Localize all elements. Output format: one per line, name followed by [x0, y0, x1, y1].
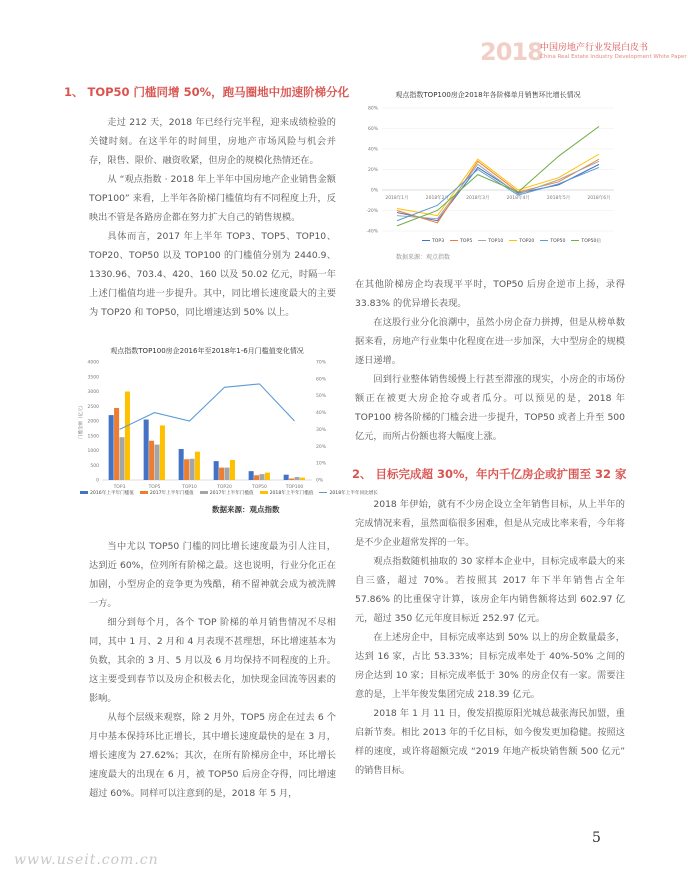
header-title-en: China Real Estate Industry Development White Paper — [540, 54, 687, 60]
legend-swatch — [200, 491, 208, 494]
y-tick-label: 20% — [367, 168, 378, 173]
bar — [265, 473, 270, 480]
paragraph: 当中尤以 TOP50 门槛的同比增长速度最为引人注目，达到近 60%，位列所有阶梯之最。这也说明，行业分化正在加剧，小型房企的竞争更为残酷，稍不留神就会成为被洗牌一方。 — [89, 541, 336, 609]
x-tick-label: 2018年6月 — [587, 196, 611, 201]
paragraph: 在其他阶梯房企均表现平平时，TOP50 后房企逆市上扬，录得 33.83% 的优异增长表现。 — [355, 279, 625, 309]
y-tick-label: 1500 — [87, 434, 99, 440]
x-tick-label: TOP10 — [182, 485, 197, 490]
series-line — [397, 154, 599, 216]
bar — [284, 475, 289, 480]
right-column-bottom — [355, 495, 625, 780]
x-tick-label: TOP5 — [148, 485, 161, 490]
legend-swatch — [80, 491, 88, 494]
right-column-top — [355, 275, 625, 446]
paragraph: 从每个层级来观察，除 2 月外，TOP5 房企在过去 6 个月中基本保持环比正增长，其中增长速度最快的是在 3 月，增长速度为 27.62%；其次，在所有阶梯房企中，环比增长速度最大的出现在 6 月，被 TOP50 后房企夺得，同比增速超过 60%。同样可以注意到的是，2018 年 5 月， — [89, 712, 336, 799]
bar — [125, 392, 130, 481]
legend-item: TOP20 — [509, 239, 534, 244]
legend-swatch — [571, 240, 579, 241]
legend-item: 2018年上半年同比增长 — [319, 490, 377, 496]
paragraph: 2018 年 1 月 11 日，俊发招揽原阳光城总裁张海民加盟，重启新节奏。相比 2013 年的千亿目标，如今俊发更加稳健。按照这样的速度，或许将超额完成 “2019 年地产板块销售额 500 亿元” 的销售目标。 — [355, 708, 625, 776]
bar — [254, 475, 259, 480]
bar-chart-source: 数据来源：观点指数 — [212, 505, 280, 514]
bar — [155, 445, 160, 480]
legend-swatch — [422, 240, 430, 241]
page-header — [480, 38, 687, 66]
x-tick-label: 2018年5月 — [546, 196, 571, 201]
y-tick-label: -20% — [366, 209, 378, 214]
bar — [289, 479, 294, 480]
y2-tick-label: 30% — [316, 427, 327, 433]
y2-tick-label: 10% — [316, 461, 327, 467]
paragraph: 在上述房企中，目标完成率达到 50% 以上的房企数量最多，达到 16 家，占比 53.33%；目标完成率处于 40%-50% 之间的房企达到 10 家；目标完成率低于 30% 的房企仅有一家。需要注意的是，上半年俊发集团完成 218.39 亿元。 — [355, 632, 625, 700]
y-tick-label: 40% — [367, 147, 378, 153]
y-tick-label: 4000 — [87, 360, 99, 366]
legend-swatch — [319, 492, 327, 493]
legend-swatch — [478, 240, 486, 241]
bar — [149, 441, 154, 480]
left-column-bottom — [89, 537, 336, 803]
legend-item: 2017年上半年门槛值 — [140, 490, 194, 496]
bar — [230, 460, 235, 480]
bar — [109, 415, 114, 480]
y-tick-label: 80% — [367, 106, 378, 112]
legend-item: TOP5 — [450, 239, 472, 244]
legend-item: TOP50后 — [571, 238, 601, 244]
legend-item: TOP3 — [422, 239, 444, 244]
y-tick-label: 3500 — [87, 375, 99, 381]
x-tick-label: 2018年4月 — [506, 196, 530, 201]
page-number: 5 — [592, 830, 601, 846]
line-chart-figure — [352, 82, 624, 262]
legend-swatch — [450, 240, 458, 241]
bar — [144, 420, 149, 480]
bar — [114, 408, 119, 480]
y2-tick-label: 70% — [316, 360, 327, 366]
legend-swatch — [540, 240, 548, 241]
paragraph: 2018 年伊始，就有不少房企设立全年销售目标，从上半年的完成情况来看，虽然面临很多困难，但是从完成比率来看，今年将是不少企业超常发挥的一年。 — [355, 499, 625, 548]
bar-chart-svg — [72, 352, 342, 502]
x-tick-label: TOP20 — [217, 485, 232, 490]
paragraph: 具体而言，2017 年上半年 TOP3、TOP5、TOP10、TOP20、TOP50 以及 TOP100 的门槛值分别为 2440.9、1330.96、703.4、420、160 以及 50.02 亿元，时隔一年上述门槛值均进一步提升。其中，同比增长速度最大的主要为 TOP20 和 TOP50，同比增速达到 50% 以上。 — [89, 231, 336, 318]
bar — [214, 461, 219, 480]
x-tick-label: TOP3 — [113, 485, 126, 490]
paragraph: 回到行业整体销售缓慢上行甚至滞涨的现实，小房企的市场份额正在被更大房企抢夺或者瓜分。可以预见的是，2018 年 TOP100 榜各阶梯的门槛会进一步提升，TOP50 或者上升至 500 亿元，而所占份额也将大幅度上涨。 — [355, 374, 625, 442]
paragraph: 细分到每个月，各个 TOP 阶梯的单月销售情况不尽相同，其中 1 月、2 月和 4 月表现不甚理想，环比增速基本为负数，其余的 3 月、5 月以及 6 月均保持不同程度的上升。这主要受到春节以及房企积极去化，加快现金回流等因素的影响。 — [89, 617, 336, 704]
series-line — [397, 159, 599, 223]
x-tick-label: TOP50 — [252, 485, 267, 490]
legend-swatch — [260, 491, 268, 494]
y-tick-label: -40% — [366, 229, 378, 235]
line-chart-title: 观点指数TOP100房企2018年各阶梯单月销售环比增长情况 — [395, 91, 581, 99]
y-tick-label: 0% — [370, 188, 378, 194]
paragraph: 走过 212 天，2018 年已经行完半程，迎来成绩检验的关键时刻。在这半年的时间里，房地产市场风险与机会并存，限售、限价、融资收紧，但房企的规模化热情还在。 — [89, 117, 336, 166]
legend-item: 2016年上半年门槛值 — [80, 490, 134, 496]
y2-tick-label: 50% — [316, 394, 327, 400]
x-tick-label: 2018年3月 — [466, 196, 490, 201]
legend-item: TOP50 — [540, 239, 565, 244]
y2-tick-label: 20% — [316, 444, 327, 450]
bar — [190, 459, 195, 480]
bar — [195, 452, 200, 480]
bar-chart-figure — [72, 340, 378, 520]
bar — [249, 471, 254, 480]
bar — [295, 477, 300, 480]
y-tick-label: 1000 — [87, 449, 99, 454]
y-tick-label: 0 — [96, 478, 99, 484]
bar — [160, 425, 165, 480]
legend-swatch — [509, 240, 517, 241]
y-tick-label: 500 — [90, 463, 99, 469]
bar — [120, 437, 125, 480]
x-tick-label: 2018年2月 — [425, 196, 450, 201]
line-chart-svg — [352, 96, 624, 246]
watermark: www.useit.com.cn — [14, 852, 159, 868]
y2-tick-label: 40% — [316, 411, 327, 417]
header-title-cn: 中国房地产行业发展白皮书 — [540, 43, 649, 53]
section2-heading: 2、 目标完成超 30%，年内千亿房企或扩围至 32 家 — [352, 467, 627, 481]
bar — [184, 459, 189, 480]
paragraph: 从 “观点指数 · 2018 年上半年中国房地产企业销售金额 TOP100” 来看，上半年各阶梯门槛值均有不同程度上升，反映出不管是各路房企都在努力扩大自己的销售规模。 — [89, 174, 336, 223]
paragraph: 在这股行业分化浪潮中，虽然小房企奋力拼搏，但是从榜单数据来看，房地产行业集中化程度在进一步加深，大中型房企的规模逐日递增。 — [355, 317, 625, 366]
y2-tick-label: 60% — [316, 377, 327, 383]
bar-chart-title: 观点指数TOP100房企2016年至2018年1-6月门槛值变化情况 — [110, 347, 304, 355]
bar-chart-legend — [80, 490, 378, 496]
bar — [300, 478, 305, 480]
line-chart-legend — [422, 238, 601, 244]
paragraph: 观点指数随机抽取的 30 家样本企业中，目标完成率最大的来自三盛，超过 70%。若按照其 2017 年下半年销售占全年 57.86% 的比重保守计算，该房企年内销售额将达到 602.97 亿元，超过 350 亿元年度目标近 252.97 亿元。 — [355, 556, 625, 624]
y-tick-label: 2500 — [87, 404, 99, 410]
section1-heading: 1、 TOP50 门槛同增 50%，跑马圈地中加速阶梯分化 — [64, 85, 350, 99]
x-tick-label: 2018年1月 — [385, 196, 409, 201]
legend-swatch — [140, 491, 148, 494]
bar — [260, 474, 265, 480]
x-tick-label: TOP100 — [285, 485, 304, 490]
bar — [179, 449, 184, 480]
y-tick-label: 2000 — [87, 419, 99, 425]
bar — [219, 468, 224, 480]
y-tick-label: 60% — [367, 127, 378, 132]
y-axis-label: 门槛金额（亿元） — [79, 403, 84, 439]
legend-item: 2018年上半年门槛值 — [260, 490, 314, 496]
y-tick-label: 3000 — [87, 390, 99, 395]
legend-item: 2017年上半年门槛值 — [200, 490, 254, 496]
bar — [225, 468, 230, 480]
left-column-top — [89, 113, 336, 322]
line-chart-source: 数据来源：观点指数 — [396, 254, 451, 261]
header-year: 2018 — [480, 38, 543, 66]
y2-tick-label: 0% — [316, 478, 324, 484]
legend-item: TOP10 — [478, 239, 503, 244]
series-line — [397, 164, 599, 220]
